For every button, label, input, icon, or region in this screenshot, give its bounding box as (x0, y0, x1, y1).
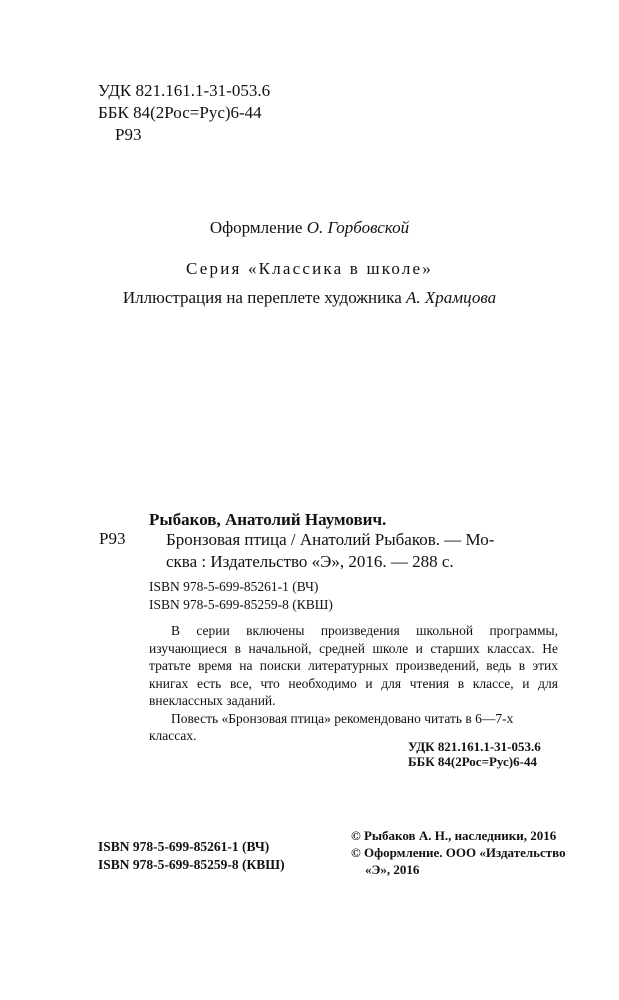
annotation-paragraph-2: Повесть «Бронзовая птица» рекомендовано читать в 6—7-х классах. (149, 710, 514, 743)
catalog-isbn-2: ISBN 978-5-699-85259-8 (КВШ) (149, 597, 333, 612)
catalog-code: Р93 (99, 529, 126, 548)
author-code: Р93 (115, 125, 142, 144)
illustration-credit (0, 288, 619, 308)
catalog-isbn-1: ISBN 978-5-699-85261-1 (ВЧ) (149, 579, 319, 594)
footer-isbn-1: ISBN 978-5-699-85261-1 (ВЧ) (98, 839, 270, 854)
design-credit (0, 218, 619, 238)
footer-isbn-2: ISBN 978-5-699-85259-8 (КВШ) (98, 857, 285, 872)
catalog-isbn-list (149, 578, 333, 614)
catalog-author: Рыбаков, Анатолий Наумович. (149, 510, 387, 529)
bbk-code: ББК 84(2Рос=Рус)6-44 (98, 103, 262, 122)
annotation (149, 622, 558, 745)
design-credit-prefix: Оформление (209, 218, 307, 237)
illustration-credit-name: А. Храмцова (406, 288, 497, 307)
illustration-credit-prefix: Иллюстрация на переплете художника (122, 288, 407, 307)
catalog-classification (408, 739, 541, 769)
catalog-entry (166, 529, 494, 573)
catalog-entry-line2: сква : Издательство «Э», 2016. — 288 с. (166, 552, 454, 571)
classification-block-top (98, 80, 270, 146)
copyright-design-line1: © Оформление. ООО «Издательство (351, 845, 566, 860)
footer-isbn-list (98, 838, 285, 874)
catalog-udk: УДК 821.161.1-31-053.6 (408, 739, 541, 754)
catalog-entry-line1: Бронзовая птица / Анатолий Рыбаков. — Мо- (166, 530, 495, 549)
copyright-design-line2: «Э», 2016 (365, 862, 420, 877)
annotation-paragraph-1: В серии включены произведения школьной программы, изучающиеся в начальной, средней школе и старших классах. Не тратьте время на поиски литературных произведений, ведь в этих книгах есть все, что необходимо и для чтения в классе, и для внеклассных заданий. (149, 623, 558, 708)
udk-code: УДК 821.161.1-31-053.6 (98, 81, 271, 100)
design-credit-name: О. Горбовской (306, 218, 410, 237)
catalog-bbk: ББК 84(2Рос=Рус)6-44 (408, 754, 537, 769)
copyright-block (351, 827, 566, 878)
copyright-author: © Рыбаков А. Н., наследники, 2016 (351, 828, 557, 843)
series-title: Серия «Классика в школе» (186, 259, 433, 278)
